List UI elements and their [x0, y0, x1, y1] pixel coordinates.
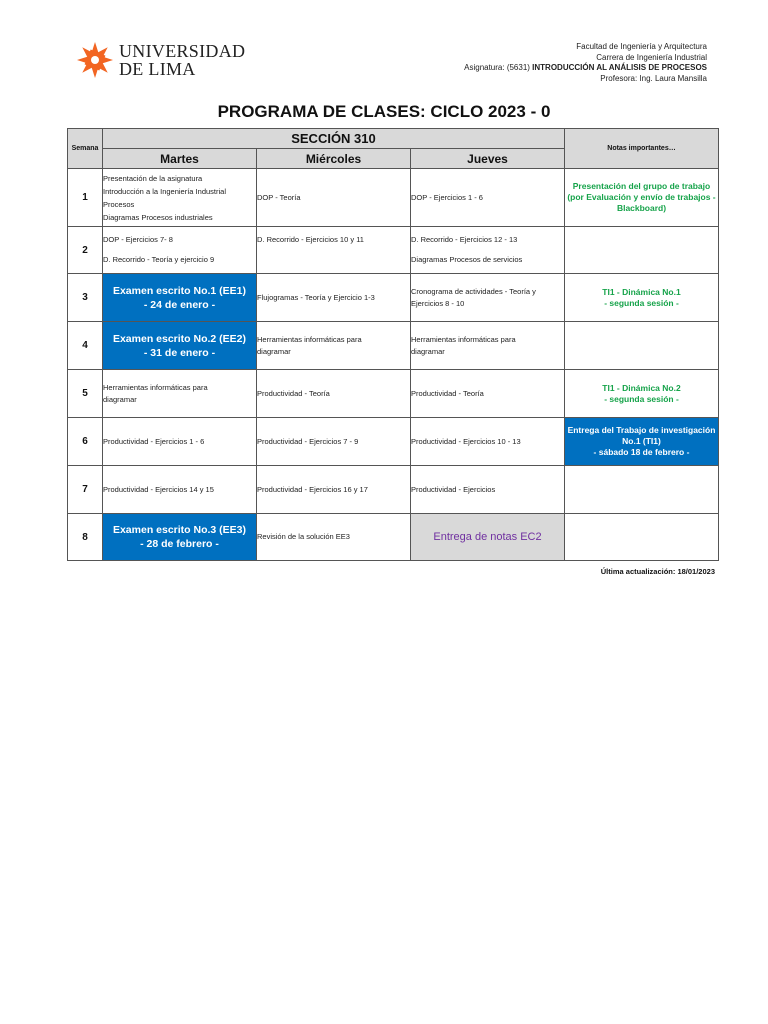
miercoles-cell [257, 514, 411, 561]
week-number: 4 [68, 322, 103, 370]
jueves-cell [411, 370, 565, 418]
cell-line: diagramar [411, 346, 445, 356]
jueves-cell [411, 227, 565, 274]
note-line: - segunda sesión - [604, 393, 679, 404]
miercoles-cell [257, 370, 411, 418]
miercoles-cell [257, 466, 411, 514]
exam-cell [103, 274, 257, 322]
jueves-cell [411, 322, 565, 370]
cell-line: Entrega de notas EC2 [433, 531, 542, 543]
exam-date: - 31 de enero - [143, 346, 216, 359]
martes-cell [103, 466, 257, 514]
course-info [464, 42, 707, 84]
note-line: Entrega del Trabajo de investigación [567, 425, 716, 435]
exam-title: Examen escrito No.2 (EE2) [112, 332, 247, 345]
university-name-line1: UNIVERSIDAD [119, 41, 246, 61]
day-header-martes: Martes [103, 149, 257, 169]
section-header: SECCIÓN 310 [103, 129, 565, 149]
jueves-cell [411, 274, 565, 322]
cell-line: DOP - Teoría [257, 192, 301, 202]
exam-date: - 28 de febrero - [140, 538, 219, 550]
last-updated: Última actualización: 18/01/2023 [600, 567, 715, 576]
notes-cell [565, 227, 719, 274]
week-number: 2 [68, 227, 103, 274]
cell-line: Productividad - Teoría [411, 388, 484, 398]
miercoles-cell [257, 274, 411, 322]
jueves-cell [411, 418, 565, 466]
week-number: 1 [68, 169, 103, 227]
cell-line: Revisión de la solución EE3 [257, 532, 350, 541]
miercoles-cell [257, 418, 411, 466]
exam-cell [103, 322, 257, 370]
day-header-miercoles: Miércoles [257, 149, 411, 169]
cell-line: Herramientas informáticas para [103, 382, 208, 392]
cell-line: Productividad - Ejercicios 16 y 17 [257, 484, 368, 494]
cell-line: Flujogramas - Teoría y Ejercicio 1-3 [257, 292, 375, 302]
logo-flower-icon [76, 40, 114, 80]
notes-cell [565, 514, 719, 561]
faculty-text: Facultad de Ingeniería y Arquitectura [576, 42, 707, 51]
career-text: Carrera de Ingeniería Industrial [596, 52, 707, 62]
week-number: 7 [68, 466, 103, 514]
cell-line: Productividad - Ejercicios 1 - 6 [103, 436, 205, 446]
cell-line: D. Recorrido - Ejercicios 10 y 11 [257, 235, 364, 244]
cell-line: Herramientas informáticas para [257, 334, 362, 344]
cell-line: Diagramas Procesos industriales [103, 212, 213, 222]
miercoles-cell [257, 227, 411, 274]
page-title: PROGRAMA DE CLASES: CICLO 2023 - 0 [217, 102, 551, 121]
cell-line: D. Recorrido - Ejercicios 12 - 13 [411, 235, 518, 244]
notes-cell [565, 370, 719, 418]
table-row [68, 322, 719, 370]
cell-line: diagramar [257, 346, 291, 356]
note-line: Blackboard) [616, 203, 667, 213]
cell-line: Productividad - Teoría [257, 388, 330, 398]
martes-cell [103, 418, 257, 466]
cell-line: Productividad - Ejercicios 10 - 13 [411, 436, 521, 446]
university-name [119, 42, 245, 78]
jueves-cell [411, 466, 565, 514]
subject-line [464, 63, 707, 74]
cell-line: Introducción a la Ingeniería Industrial [103, 186, 226, 196]
semana-header: Semana [68, 129, 103, 169]
cell-line: D. Recorrido - Teoría y ejercicio 9 [103, 255, 215, 264]
notes-cell [565, 322, 719, 370]
miercoles-cell [257, 322, 411, 370]
note-line: TI1 - Dinámica No.2 [602, 382, 681, 393]
teacher-text: Profesora: Ing. Laura Mansilla [600, 73, 707, 83]
day-header-jueves: Jueves [411, 149, 565, 169]
exam-title: Examen escrito No.1 (EE1) [112, 284, 247, 297]
grades-delivery-cell [411, 514, 565, 561]
cell-line: Productividad - Ejercicios 14 y 15 [103, 484, 214, 494]
martes-cell [103, 169, 257, 227]
table-row [68, 514, 719, 561]
week-number: 3 [68, 274, 103, 322]
notes-header: Notas importantes… [565, 129, 719, 169]
notes-cell [565, 274, 719, 322]
miercoles-cell [257, 169, 411, 227]
note-line: TI1 - Dinámica No.1 [602, 286, 681, 297]
exam-cell [103, 514, 257, 561]
table-row [68, 227, 719, 274]
cell-line: diagramar [103, 394, 137, 404]
cell-line: Productividad - Ejercicios [411, 484, 496, 494]
cell-line: Productividad - Ejercicios 7 - 9 [257, 436, 359, 446]
note-line: Presentación del grupo de trabajo [572, 181, 711, 191]
week-number: 8 [68, 514, 103, 561]
cell-line: Cronograma de actividades - Teoría y [411, 286, 536, 296]
cell-line: Presentación de la asignatura [103, 173, 203, 183]
notes-cell [565, 418, 719, 466]
table-row [68, 418, 719, 466]
cell-line: Ejercicios 8 - 10 [411, 298, 465, 308]
martes-cell [103, 227, 257, 274]
note-line: (por Evaluación y envío de trabajos - [567, 192, 716, 202]
week-number: 5 [68, 370, 103, 418]
jueves-cell [411, 169, 565, 227]
cell-line: DOP - Ejercicios 1 - 6 [411, 192, 483, 202]
subject-prefix: Asignatura: (5631) [464, 63, 533, 72]
table-row [68, 274, 719, 322]
cell-line: Procesos [103, 199, 135, 209]
notes-cell [565, 466, 719, 514]
cell-line: DOP - Ejercicios 7- 8 [103, 235, 173, 244]
table-row [68, 169, 719, 227]
note-line: No.1 (TI1) [622, 436, 661, 446]
table-row [68, 466, 719, 514]
note-line: - segunda sesión - [604, 297, 679, 308]
subject-name: INTRODUCCIÓN AL ANÁLISIS DE PROCESOS [532, 63, 707, 72]
exam-date: - 24 de enero - [143, 298, 216, 311]
university-name-line2: DE LIMA [119, 59, 196, 79]
martes-cell [103, 370, 257, 418]
exam-title: Examen escrito No.3 (EE3) [112, 524, 247, 536]
note-line: - sábado 18 de febrero - [593, 447, 690, 457]
notes-cell [565, 169, 719, 227]
cell-line: Herramientas informáticas para [411, 334, 516, 344]
week-number: 6 [68, 418, 103, 466]
page-header [0, 0, 768, 100]
university-logo [76, 40, 246, 82]
schedule-table [67, 128, 719, 561]
cell-line: Diagramas Procesos de servicios [411, 255, 523, 264]
table-row [68, 370, 719, 418]
